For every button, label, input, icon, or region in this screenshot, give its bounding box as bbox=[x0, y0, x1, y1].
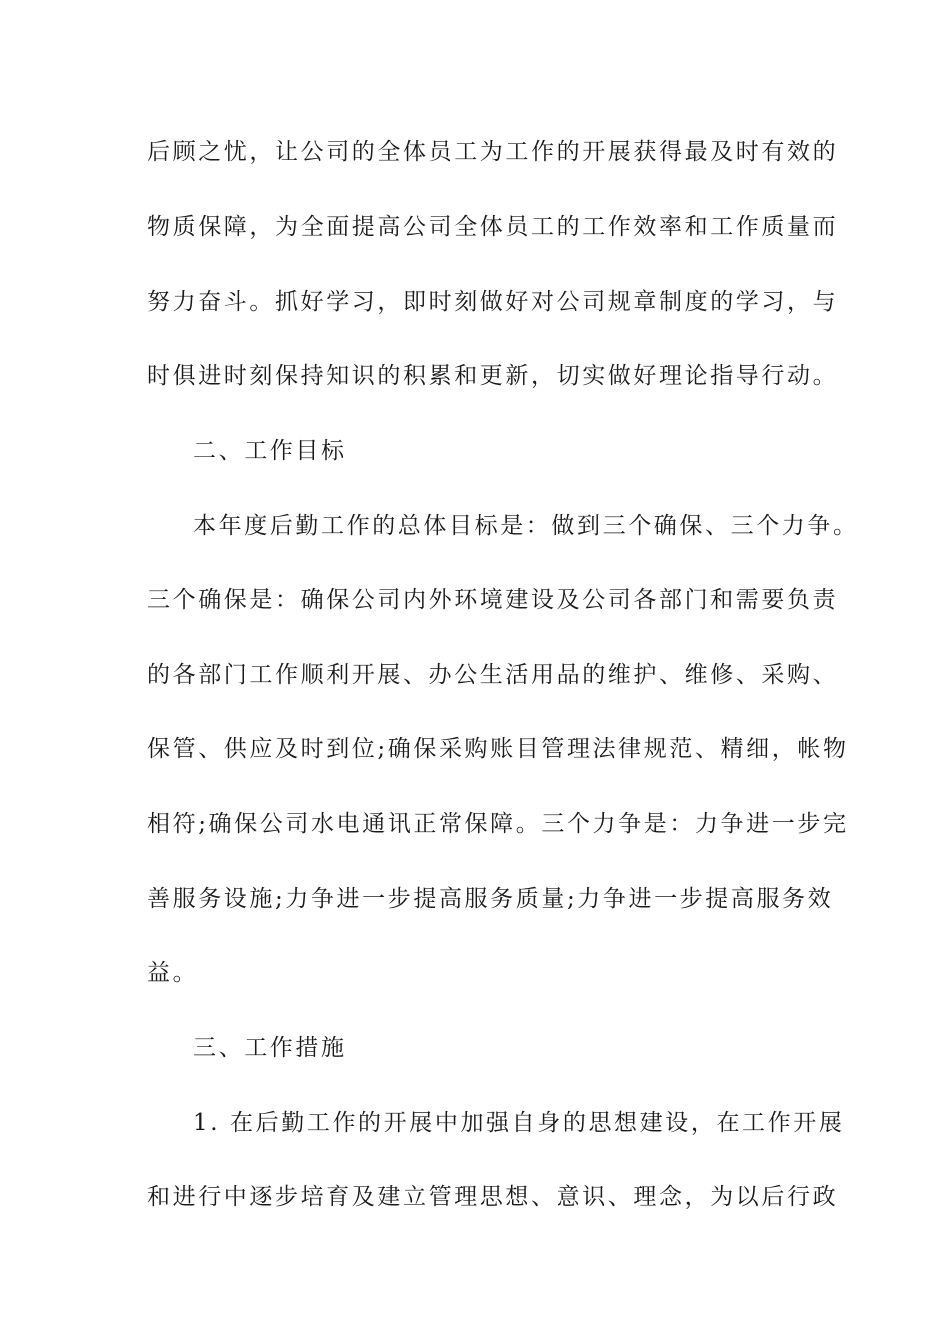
paragraph-line: 相符;确保公司水电通讯正常保障。三个力争是：力争进一步完 bbox=[147, 811, 849, 837]
paragraph-line: 物质保障，为全面提高公司全体员工的工作效率和工作质量而 bbox=[147, 214, 839, 240]
paragraph-line: 后顾之忧，让公司的全体员工为工作的开展获得最及时有效的 bbox=[147, 139, 839, 165]
paragraph-line: 的各部门工作顺利开展、办公生活用品的维护、维修、采购、 bbox=[147, 662, 839, 688]
paragraph-line: 本年度后勤工作的总体目标是：做到三个确保、三个力争。 bbox=[193, 513, 859, 539]
paragraph-line: 益。 bbox=[147, 960, 199, 986]
paragraph-line: 三个确保是：确保公司内外环境建设及公司各部门和需要负责 bbox=[147, 587, 839, 613]
section-heading: 三、工作措施 bbox=[193, 1035, 347, 1061]
paragraph-line: 保管、供应及时到位;确保采购账目管理法律规范、精细，帐物 bbox=[147, 736, 849, 762]
paragraph-line: 和进行中逐步培育及建立管理思想、意识、理念，为以后行政 bbox=[147, 1184, 839, 1210]
paragraph-line: 努力奋斗。抓好学习，即时刻做好对公司规章制度的学习，与 bbox=[147, 289, 839, 315]
section-heading: 二、工作目标 bbox=[193, 438, 347, 464]
paragraph-line: 善服务设施;力争进一步提高服务质量;力争进一步提高服务效 bbox=[147, 886, 834, 912]
paragraph-line: 时俱进时刻保持知识的积累和更新，切实做好理论指导行动。 bbox=[147, 363, 839, 389]
paragraph-line: 1. 在后勤工作的开展中加强自身的思想建设，在工作开展 bbox=[193, 1110, 845, 1136]
